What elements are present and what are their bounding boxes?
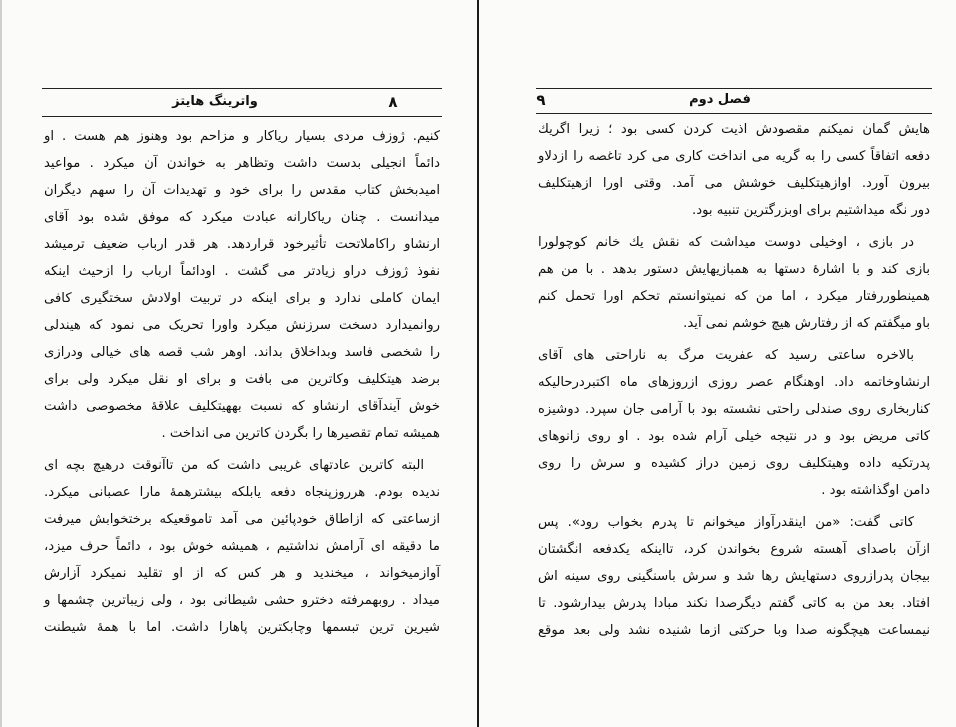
paragraph xyxy=(44,452,440,641)
page-body xyxy=(44,123,440,641)
text-line: باو میگفتم که از رفتارش هیچ خوشم نمی آید. xyxy=(683,316,930,331)
running-title: واترینگ هایتز xyxy=(172,94,258,109)
text-line: ایمان کاملی ندارد و برای اینکه در تربیت اولادش سختگیری کافی xyxy=(44,291,440,306)
text-line: آوازمیخواند ، میخندید و هر کس که از او تقلید نمیکرد آزارش xyxy=(44,566,440,581)
text-line: کاتی گفت: «من اینقدرآواز میخوانم تا پدرم بخواب رود». پس xyxy=(538,515,914,530)
header-rule-top xyxy=(42,88,442,89)
text-line: ارنشاو راکاملاتحت تأثیرخود قراردهد. هر قدر ارباب ضعیف ترمیشد xyxy=(44,237,440,252)
text-line: دائماً انجیلی بدست داشت وتظاهر به خواندن آن میکرد . مواعید xyxy=(44,156,440,171)
text-line: ازآن باصدای آهسته شروع بخواندن کرد، تااینکه یکدفعه انگشتان xyxy=(538,542,930,557)
text-line: بیجان پدرازروی دستهایش رها شد و سرش باسنگینی روی سینه اش xyxy=(538,569,930,584)
text-line: ندیده بودم. هرروزپنجاه دفعه یابلکه بیشترهمهٔ مارا عصبانی میکرد. xyxy=(44,485,440,500)
text-line: ارنشاوخاتمه داد. اوهنگام عصر روزی ازروزهای ماه اکتبردرحالیکه xyxy=(538,375,930,390)
paragraph xyxy=(538,509,930,644)
text-line: البته کاترین عادتهای غریبی داشت که من تاآنوقت درهیچ بچه ای xyxy=(44,458,424,473)
text-line: نیمساعت هیچگونه صدا وبا حرکتی ازما شنیده نشد ولی بعد موقع xyxy=(538,623,930,638)
text-line: همینطوررفتار میکرد ، اما من که نمیتوانستم تحکم اورا تحمل کنم xyxy=(538,289,930,304)
text-line: دامن اوگذاشته بود . xyxy=(821,483,930,498)
right-page xyxy=(478,0,956,727)
text-line: کنیم. ژوزف مردی بسیار ریاکار و مزاحم بود وهنوز هم هست . او xyxy=(44,129,440,144)
text-line: خوش آیندآقای ارنشاو که نسبت بههیتکلیف علاقهٔ مخصوصی داشت xyxy=(44,399,440,414)
page-body xyxy=(538,116,930,644)
header-rule-bottom xyxy=(42,116,442,117)
text-line: را شخصی فاسد وبداخلاق بداند. اوهر شب قصه های خیالی ودرازی xyxy=(44,345,440,360)
text-line: ما دقیقه ای آرامش نداشتیم ، همیشه خوش بود ، دائماً حرف میزد، xyxy=(44,539,440,554)
header-rule-top xyxy=(536,88,932,89)
paragraph xyxy=(44,123,440,447)
text-line: بیرون آورد. اوازهیتکلیف خوشش می آمد. وقتی اورا ازهیتکلیف xyxy=(538,176,930,191)
paragraph xyxy=(538,116,930,224)
paragraph xyxy=(538,229,930,337)
text-line: میداد . روبهمرفته دخترو حشی شیطانی بود ، ولی زیباترین چشمها و xyxy=(44,593,440,608)
text-line: هایش گمان نمیکنم مقصودش اذیت کردن کسی بود ؛ زیرا اگریك xyxy=(538,122,930,137)
text-line: کناربخاری روی صندلی راحتی نشسته بود با آرامی جان سپرد. دوشیزه xyxy=(538,402,930,417)
text-line: افتاد. بعد من به کاتی گفتم دیگرصدا نکند مبادا پدرش بیدارشود. تا xyxy=(538,596,930,611)
page-number: ۸ xyxy=(388,93,398,111)
text-line: نفوذ ژوزف دراو زیادتر می گشت . اودائماً ارباب را ازحیث اینکه xyxy=(44,264,440,279)
text-line: میدانست . چنان ریاکارانه عبادت میکرد که موفق شده بود آقای xyxy=(44,210,440,225)
text-line: بازی کند و با اشارهٔ دستها به همبازیهایش دستور بدهد . با من هم xyxy=(538,262,930,277)
text-line: شیرین ترین تبسمها وچابکترین پاهارا داشت. اما با همهٔ شیطنت xyxy=(44,620,440,635)
text-line: کاتی مریض بود و در نتیجه خیلی آرام شده بود . او روی زانوهای xyxy=(538,429,930,444)
text-line: دفعه اتفاقاً کسی را به گریه می انداخت کاری می کرد تاغصه را ازدلاو xyxy=(538,149,930,164)
text-line: روانمیدارد دسخت سرزنش میکرد واورا تحریک می نمود که هیندلی xyxy=(44,318,440,333)
text-line: همیشه تمام تقصیرها را بگردن کاترین می انداخت . xyxy=(161,426,440,441)
paragraph xyxy=(538,342,930,504)
text-line: بالاخره ساعتی رسید که عفریت مرگ به ناراحتی های آقای xyxy=(538,348,914,363)
text-line: برضد هیتکلیف وکاترین می بافت و برای او نقل میکرد ولی برای xyxy=(44,372,440,387)
text-line: پدرتکیه داده وهیتکلیف روی زمین دراز کشیده و سرش را روی xyxy=(538,456,930,471)
text-line: امیدبخش کتاب مقدس را برای خود و تهدیدات آن را سهم دیگران xyxy=(44,183,440,198)
header-rule-bottom xyxy=(536,113,932,114)
text-line: در بازی ، اوخیلی دوست میداشت که نقش یك خانم کوچولورا xyxy=(538,235,914,250)
page-number: ۹ xyxy=(536,91,546,109)
text-line: ازساعتی که ازاطاق خودپائین می آمد تاموقعیکه برختخوابش میرفت xyxy=(44,512,440,527)
text-line: دور نگه میداشتیم برای اوبزرگترین تنبیه بود. xyxy=(692,203,930,218)
running-title: فصل دوم xyxy=(689,92,751,107)
